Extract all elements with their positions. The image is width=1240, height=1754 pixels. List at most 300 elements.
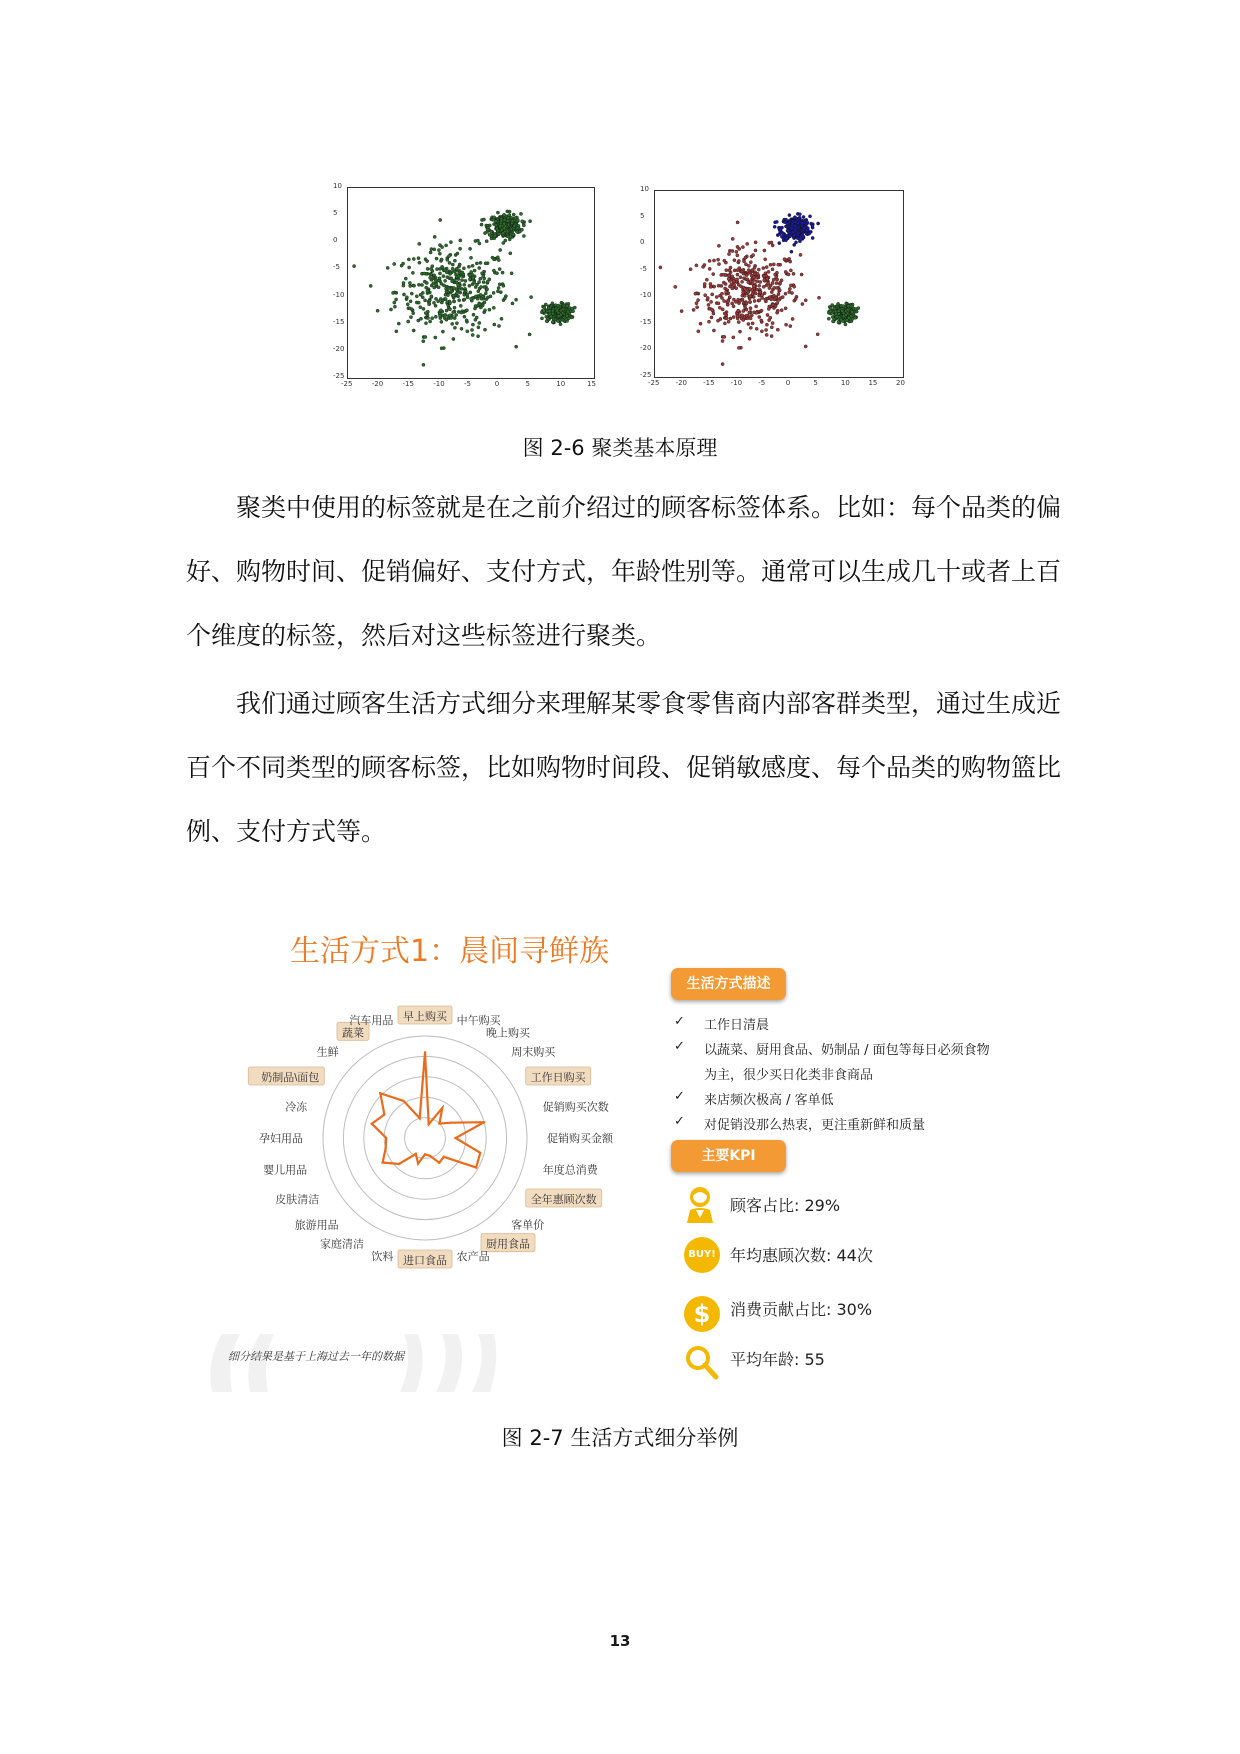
scatter-point xyxy=(529,220,532,223)
y-tick-label: -5 xyxy=(640,264,647,273)
radar-axis-text: 进口食品 xyxy=(403,1255,447,1267)
scatter-point xyxy=(707,320,710,323)
scatter-point xyxy=(543,306,546,309)
scatter-point xyxy=(353,265,356,268)
radar-axis-text: 皮肤清洁 xyxy=(275,1194,320,1206)
scatter-point xyxy=(723,259,726,262)
scatter-point xyxy=(766,313,769,316)
radar-axis-label xyxy=(511,1217,544,1231)
scatter-point xyxy=(445,244,448,247)
scatter-point xyxy=(737,309,740,312)
scatter-point xyxy=(438,314,441,317)
y-tick-label: -25 xyxy=(640,371,652,379)
y-tick-label: -10 xyxy=(640,291,652,300)
scatter-point xyxy=(440,320,443,323)
scatter-point xyxy=(417,257,420,260)
scatter-point xyxy=(802,235,805,238)
kpi-button[interactable]: 主要KPI xyxy=(671,1140,786,1172)
scatter-point xyxy=(721,339,724,342)
figure-2-7-caption: 图 2-7 生活方式细分举例 xyxy=(501,1426,739,1450)
scatter-point xyxy=(419,306,422,309)
scatter-point xyxy=(703,282,706,285)
scatter-point xyxy=(692,308,695,311)
radar-point xyxy=(398,1163,400,1165)
scatter-point xyxy=(429,276,432,279)
scatter-point xyxy=(407,320,410,323)
scatter-point xyxy=(742,309,745,312)
y-tick-label: -20 xyxy=(333,344,345,353)
scatter-point xyxy=(519,212,522,215)
scatter-point xyxy=(473,269,476,272)
scatter-point xyxy=(770,335,773,338)
scatter-point xyxy=(725,317,728,320)
radar-axis-label xyxy=(275,1192,319,1206)
scatter-point xyxy=(787,273,790,276)
scatter-point xyxy=(773,298,776,301)
scatter-point xyxy=(759,280,762,283)
scatter-point xyxy=(548,310,551,313)
scatter-point xyxy=(470,270,473,273)
scatter-point xyxy=(731,275,734,278)
scatter-point xyxy=(788,214,791,217)
scatter-point xyxy=(784,292,787,295)
scatter-point xyxy=(408,281,411,284)
scatter-point xyxy=(829,307,832,310)
scatter-point xyxy=(776,309,779,312)
scatter-point xyxy=(453,306,456,309)
scatter-point xyxy=(851,310,854,313)
scatter-point xyxy=(419,317,422,320)
scatter-point xyxy=(409,284,412,287)
scatter-point xyxy=(808,215,811,218)
scatter-point xyxy=(718,306,721,309)
scatter-point xyxy=(490,230,493,233)
scatter-point xyxy=(747,264,750,267)
scatter-point xyxy=(753,299,756,302)
scatter-point xyxy=(801,302,804,305)
scatter-point xyxy=(717,263,720,266)
scatter-point xyxy=(556,319,559,322)
scatter-point xyxy=(488,233,491,236)
radar-point xyxy=(450,1122,452,1124)
scatter-point xyxy=(723,322,726,325)
radar-axis-text: 旅游用品 xyxy=(294,1219,339,1232)
radar-point xyxy=(385,1137,387,1139)
scatter-point xyxy=(804,299,807,302)
scatter-point xyxy=(423,272,426,275)
scatter-point xyxy=(486,288,489,291)
check-icon: ✓ xyxy=(674,1039,685,1054)
scatter-point xyxy=(528,333,531,336)
scatter-point xyxy=(717,302,720,305)
scatter-point xyxy=(412,329,415,332)
scatter-point xyxy=(473,307,476,310)
scatter-point xyxy=(503,227,506,230)
scatter-point xyxy=(802,215,805,218)
radar-axis-label xyxy=(248,1067,324,1085)
scatter-point xyxy=(741,280,744,283)
scatter-point xyxy=(837,312,840,315)
scatter-point xyxy=(789,325,792,328)
scatter-point xyxy=(459,304,462,307)
description-text: 对促销没那么热衷，更注重新鲜和质量 xyxy=(704,1118,926,1133)
scatter-point xyxy=(456,252,459,255)
scatter-point xyxy=(475,283,478,286)
x-tick-label: 0 xyxy=(785,379,791,387)
scatter-point xyxy=(829,310,832,313)
scatter-point xyxy=(508,214,511,217)
scatter-point xyxy=(758,315,761,318)
scatter-point xyxy=(448,308,451,311)
scatter-point xyxy=(393,262,396,265)
radar-axis-text: 晚上购买 xyxy=(486,1027,530,1040)
scatter-point xyxy=(422,340,425,343)
scatter-point xyxy=(500,220,503,223)
scatter-point xyxy=(421,291,424,294)
radar-axis-label xyxy=(457,1013,502,1027)
scatter-point xyxy=(445,290,448,293)
scatter-point xyxy=(804,345,807,348)
scatter-point xyxy=(762,267,765,270)
x-tick-label: 10 xyxy=(556,380,566,388)
scatter-point xyxy=(468,284,471,287)
scatter-point xyxy=(850,305,853,308)
scatter-point xyxy=(475,262,478,265)
scatter-point xyxy=(430,284,433,287)
scatter-point xyxy=(497,286,500,289)
scatter-point xyxy=(802,227,805,230)
scatter-point xyxy=(697,330,700,333)
scatter-point xyxy=(733,284,736,287)
scatter-point xyxy=(555,309,558,312)
scatter-point xyxy=(731,302,734,305)
radar-axis-text: 促销购买金额 xyxy=(547,1133,613,1145)
radar-point xyxy=(424,1153,426,1155)
scatter-point xyxy=(475,316,478,319)
scatter-point xyxy=(793,216,796,219)
scatter-point xyxy=(471,333,474,336)
scatter-point xyxy=(755,305,758,308)
kpi-value: 44次 xyxy=(836,1246,873,1265)
scatter-point xyxy=(736,273,739,276)
kpi-value: 29% xyxy=(804,1196,841,1215)
scatter-point xyxy=(451,280,454,283)
scatter-point xyxy=(708,259,711,262)
scatter-point xyxy=(457,275,460,278)
scatter-point xyxy=(433,274,436,277)
paragraph-line: 例、支付方式等。 xyxy=(186,817,387,846)
x-tick-label: 5 xyxy=(525,380,530,388)
scatter-point xyxy=(434,336,437,339)
scatter-point xyxy=(438,272,441,275)
dollar-icon: $ xyxy=(684,1296,720,1332)
scatter-point xyxy=(847,305,850,308)
scatter-point xyxy=(454,273,457,276)
scatter-point xyxy=(745,308,748,311)
scatter-point xyxy=(410,292,413,295)
scatter-point xyxy=(755,288,758,291)
scatter-point xyxy=(736,254,739,257)
scatter-point xyxy=(431,317,434,320)
scatter-point xyxy=(495,272,498,275)
scatter-point xyxy=(516,230,519,233)
scatter-point xyxy=(457,265,460,268)
kpi-label: 消费贡献占比: xyxy=(730,1300,832,1319)
scatter-point xyxy=(397,322,400,325)
kpi-label: 年均惠顾次数: xyxy=(730,1246,832,1265)
scatter-point xyxy=(731,237,734,240)
scatter-point xyxy=(477,335,480,338)
kpi-label: 顾客占比: xyxy=(730,1196,800,1215)
buy-icon: BUY! xyxy=(684,1237,720,1273)
scatter-point xyxy=(711,293,714,296)
scatter-point xyxy=(496,256,499,259)
scatter-point xyxy=(508,210,511,213)
scatter-point xyxy=(484,262,487,265)
scatter-point xyxy=(743,294,746,297)
scatter-point xyxy=(857,307,860,310)
scatter-point xyxy=(503,222,506,225)
scatter-point xyxy=(409,300,412,303)
scatter-point xyxy=(471,264,474,267)
scatter-point xyxy=(486,280,489,283)
scatter-point xyxy=(774,305,777,308)
scatter-point xyxy=(731,249,734,252)
x-tick-label: -15 xyxy=(703,379,715,387)
x-tick-label: -20 xyxy=(371,380,384,388)
scatter-point xyxy=(729,317,732,320)
scatter-point xyxy=(426,290,429,293)
scatter-point xyxy=(522,234,525,237)
scatter-point xyxy=(727,277,730,280)
scatter-point xyxy=(776,301,779,304)
scatter-point xyxy=(402,262,405,265)
scatter-point xyxy=(430,295,433,298)
scatter-point xyxy=(488,224,491,227)
scatter-point xyxy=(493,323,496,326)
scatter-point xyxy=(452,337,455,340)
kpi-label: 平均年龄: xyxy=(730,1350,800,1369)
scatter-point xyxy=(760,319,763,322)
scatter-point xyxy=(483,328,486,331)
radar-point xyxy=(415,1153,417,1155)
scatter-point xyxy=(431,265,434,268)
scatter-point xyxy=(395,330,398,333)
radar-axis-label xyxy=(511,1045,556,1059)
scatter-point xyxy=(751,292,754,295)
scatter-point xyxy=(766,277,769,280)
scatter-point xyxy=(736,245,739,248)
radar-axis-label xyxy=(526,1189,602,1207)
data-note: 细分结果是基于上海过去一年的数据 xyxy=(228,1350,404,1363)
scatter-point xyxy=(854,316,857,319)
page-number: 13 xyxy=(609,1632,631,1650)
radar-axis-text: 饮料 xyxy=(371,1250,394,1263)
scatter-point xyxy=(453,326,456,329)
scatter-point xyxy=(767,270,770,273)
scatter-point xyxy=(480,297,483,300)
radar-axis-text: 农产品 xyxy=(456,1250,490,1263)
x-tick-label: 15 xyxy=(868,379,878,387)
scatter-point xyxy=(444,279,447,282)
scatter-point xyxy=(775,282,778,285)
radar-point xyxy=(429,1155,431,1157)
scatter-point xyxy=(787,229,790,232)
scatter-point xyxy=(710,300,713,303)
scatter-plot-all xyxy=(347,187,595,379)
scatter-point xyxy=(389,308,392,311)
scatter-point xyxy=(793,224,796,227)
scatter-point xyxy=(749,317,752,320)
scatter-point xyxy=(703,263,706,266)
scatter-point xyxy=(478,266,481,269)
scatter-point xyxy=(745,314,748,317)
radar-axis-text: 工作日购买 xyxy=(530,1072,586,1084)
scatter-point xyxy=(498,283,501,286)
scatter-point xyxy=(794,297,797,300)
scatter-point xyxy=(422,307,425,310)
scatter-point xyxy=(762,275,765,278)
scatter-point xyxy=(720,296,723,299)
scatter-point xyxy=(725,290,728,293)
scatter-point xyxy=(408,266,411,269)
scatter-point xyxy=(748,300,751,303)
scatter-point xyxy=(712,312,715,315)
scatter-point xyxy=(742,260,745,263)
x-tick-label: -10 xyxy=(730,379,743,387)
scatter-point xyxy=(720,292,723,295)
scatter-point xyxy=(704,294,707,297)
scatter-point xyxy=(719,317,722,320)
scatter-point xyxy=(728,296,731,299)
scatter-point xyxy=(749,261,752,264)
scatter-point xyxy=(492,291,495,294)
scatter-point xyxy=(520,228,523,231)
scatter-point xyxy=(393,305,396,308)
description-button[interactable]: 生活方式描述 xyxy=(671,968,786,1000)
scatter-point xyxy=(749,307,752,310)
scatter-point xyxy=(791,222,794,225)
scatter-point xyxy=(499,248,502,251)
scatter-point xyxy=(565,314,568,317)
scatter-point xyxy=(739,276,742,279)
scatter-point xyxy=(784,307,787,310)
scatter-point xyxy=(717,284,720,287)
scatter-point xyxy=(717,258,720,261)
radar-axis-label xyxy=(543,1099,609,1113)
description-text: 以蔬菜、厨用食品、奶制品 / 面包等每日必须食物 xyxy=(704,1043,990,1058)
scatter-point xyxy=(732,336,735,339)
scatter-point xyxy=(434,315,437,318)
scatter-point xyxy=(463,283,466,286)
scatter-point xyxy=(437,249,440,252)
scatter-point xyxy=(740,270,743,273)
scatter-point xyxy=(437,300,440,303)
scatter-point xyxy=(478,242,481,245)
description-text: 来店频次极高 / 客单低 xyxy=(704,1093,834,1108)
scatter-point xyxy=(750,314,753,317)
scatter-series xyxy=(773,212,820,253)
scatter-point xyxy=(540,317,543,320)
scatter-point xyxy=(723,335,726,338)
radar-axis-text: 蔬菜 xyxy=(342,1027,364,1040)
scatter-point xyxy=(846,308,849,311)
scatter-point xyxy=(460,327,463,330)
scatter-point xyxy=(452,294,455,297)
x-tick-label: 10 xyxy=(840,379,850,387)
scatter-point xyxy=(551,320,554,323)
scatter-point xyxy=(744,256,747,259)
y-tick-label: -15 xyxy=(333,317,345,326)
scatter-point xyxy=(785,236,788,239)
scatter-point xyxy=(805,232,808,235)
scatter-point xyxy=(725,269,728,272)
scatter-point xyxy=(754,241,757,244)
scatter-point xyxy=(428,299,431,302)
figure-2-6-caption: 图 2-6 聚类基本原理 xyxy=(522,436,718,460)
scatter-point xyxy=(433,235,436,238)
scatter-point xyxy=(434,278,437,281)
scatter-point xyxy=(736,269,739,272)
radar-point xyxy=(371,1123,373,1125)
scatter-point xyxy=(515,345,518,348)
scatter-point xyxy=(393,301,396,304)
scatter-point xyxy=(410,308,413,311)
scatter-point xyxy=(806,221,809,224)
scatter-point xyxy=(771,244,774,247)
scatter-point xyxy=(405,296,408,299)
scatter-point xyxy=(760,294,763,297)
radar-axis-label xyxy=(371,1249,393,1263)
scatter-point xyxy=(764,258,767,261)
scatter-point xyxy=(450,277,453,280)
scatter-point xyxy=(707,303,710,306)
scatter-point xyxy=(771,268,774,271)
scatter-point xyxy=(769,316,772,319)
scatter-point xyxy=(748,311,751,314)
radar-axis-label xyxy=(263,1163,307,1177)
scatter-point xyxy=(758,284,761,287)
scatter-point xyxy=(480,285,483,288)
scatter-point xyxy=(510,272,513,275)
scatter-point xyxy=(465,319,468,322)
scatter-point xyxy=(712,259,715,262)
scatter-point xyxy=(732,305,735,308)
scatter-point xyxy=(460,311,463,314)
scatter-point xyxy=(447,287,450,290)
scatter-point xyxy=(501,232,504,235)
scatter-point xyxy=(502,284,505,287)
scatter-point xyxy=(695,302,698,305)
scatter-point xyxy=(699,322,702,325)
scatter-point xyxy=(479,277,482,280)
scatter-point xyxy=(444,297,447,300)
scatter-point xyxy=(435,257,438,260)
y-tick-label: -20 xyxy=(640,344,652,353)
magnifier-icon xyxy=(684,1344,720,1382)
scatter-point xyxy=(748,295,751,298)
scatter-point xyxy=(466,330,469,333)
scatter-point xyxy=(434,304,437,307)
scatter-point xyxy=(469,247,472,250)
scatter-point xyxy=(461,271,464,274)
scatter-point xyxy=(512,233,515,236)
scatter-point xyxy=(455,322,458,325)
scatter-point xyxy=(464,279,467,282)
scatter-point xyxy=(468,274,471,277)
scatter-point xyxy=(790,250,793,253)
scatter-point xyxy=(503,297,506,300)
